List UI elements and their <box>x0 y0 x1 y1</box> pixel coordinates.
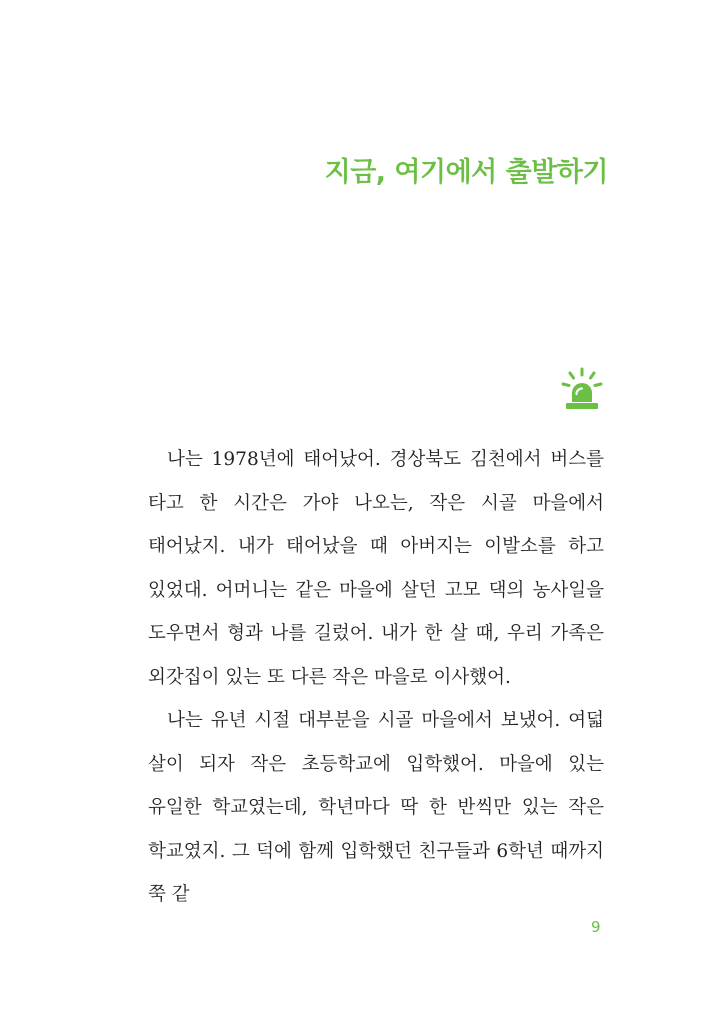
siren-icon <box>559 367 605 413</box>
paragraph-2: 나는 유년 시절 대부분을 시골 마을에서 보냈어. 여덟 살이 되자 작은 초등학교에 입학했어. 마을에 있는 유일한 학교였는데, 학년마다 딱 한 반씩만 있는 작은 학교였지. 그 덕에 함께 입학했던 친구들과 6학년 때까지 쭉 같 <box>148 710 604 905</box>
chapter-title: 지금, 여기에서 출발하기 <box>324 157 608 188</box>
paragraph-1: 나는 1978년에 태어났어. 경상북도 김천에서 버스를 타고 한 시간은 가야 나오는, 작은 시골 마을에서 태어났지. 내가 태어났을 때 아버지는 이발소를 하고 있었대. 어머니는 같은 마을에 살던 고모 댁의 농사일을 도우면서 형과 나를 길렀어. 내가 한 살 때, 우리 가족은 외갓집이 있는 또 다른 작은 마을로 이사했어. <box>148 449 604 688</box>
page-number: 9 <box>591 918 601 936</box>
body-text <box>148 438 604 917</box>
